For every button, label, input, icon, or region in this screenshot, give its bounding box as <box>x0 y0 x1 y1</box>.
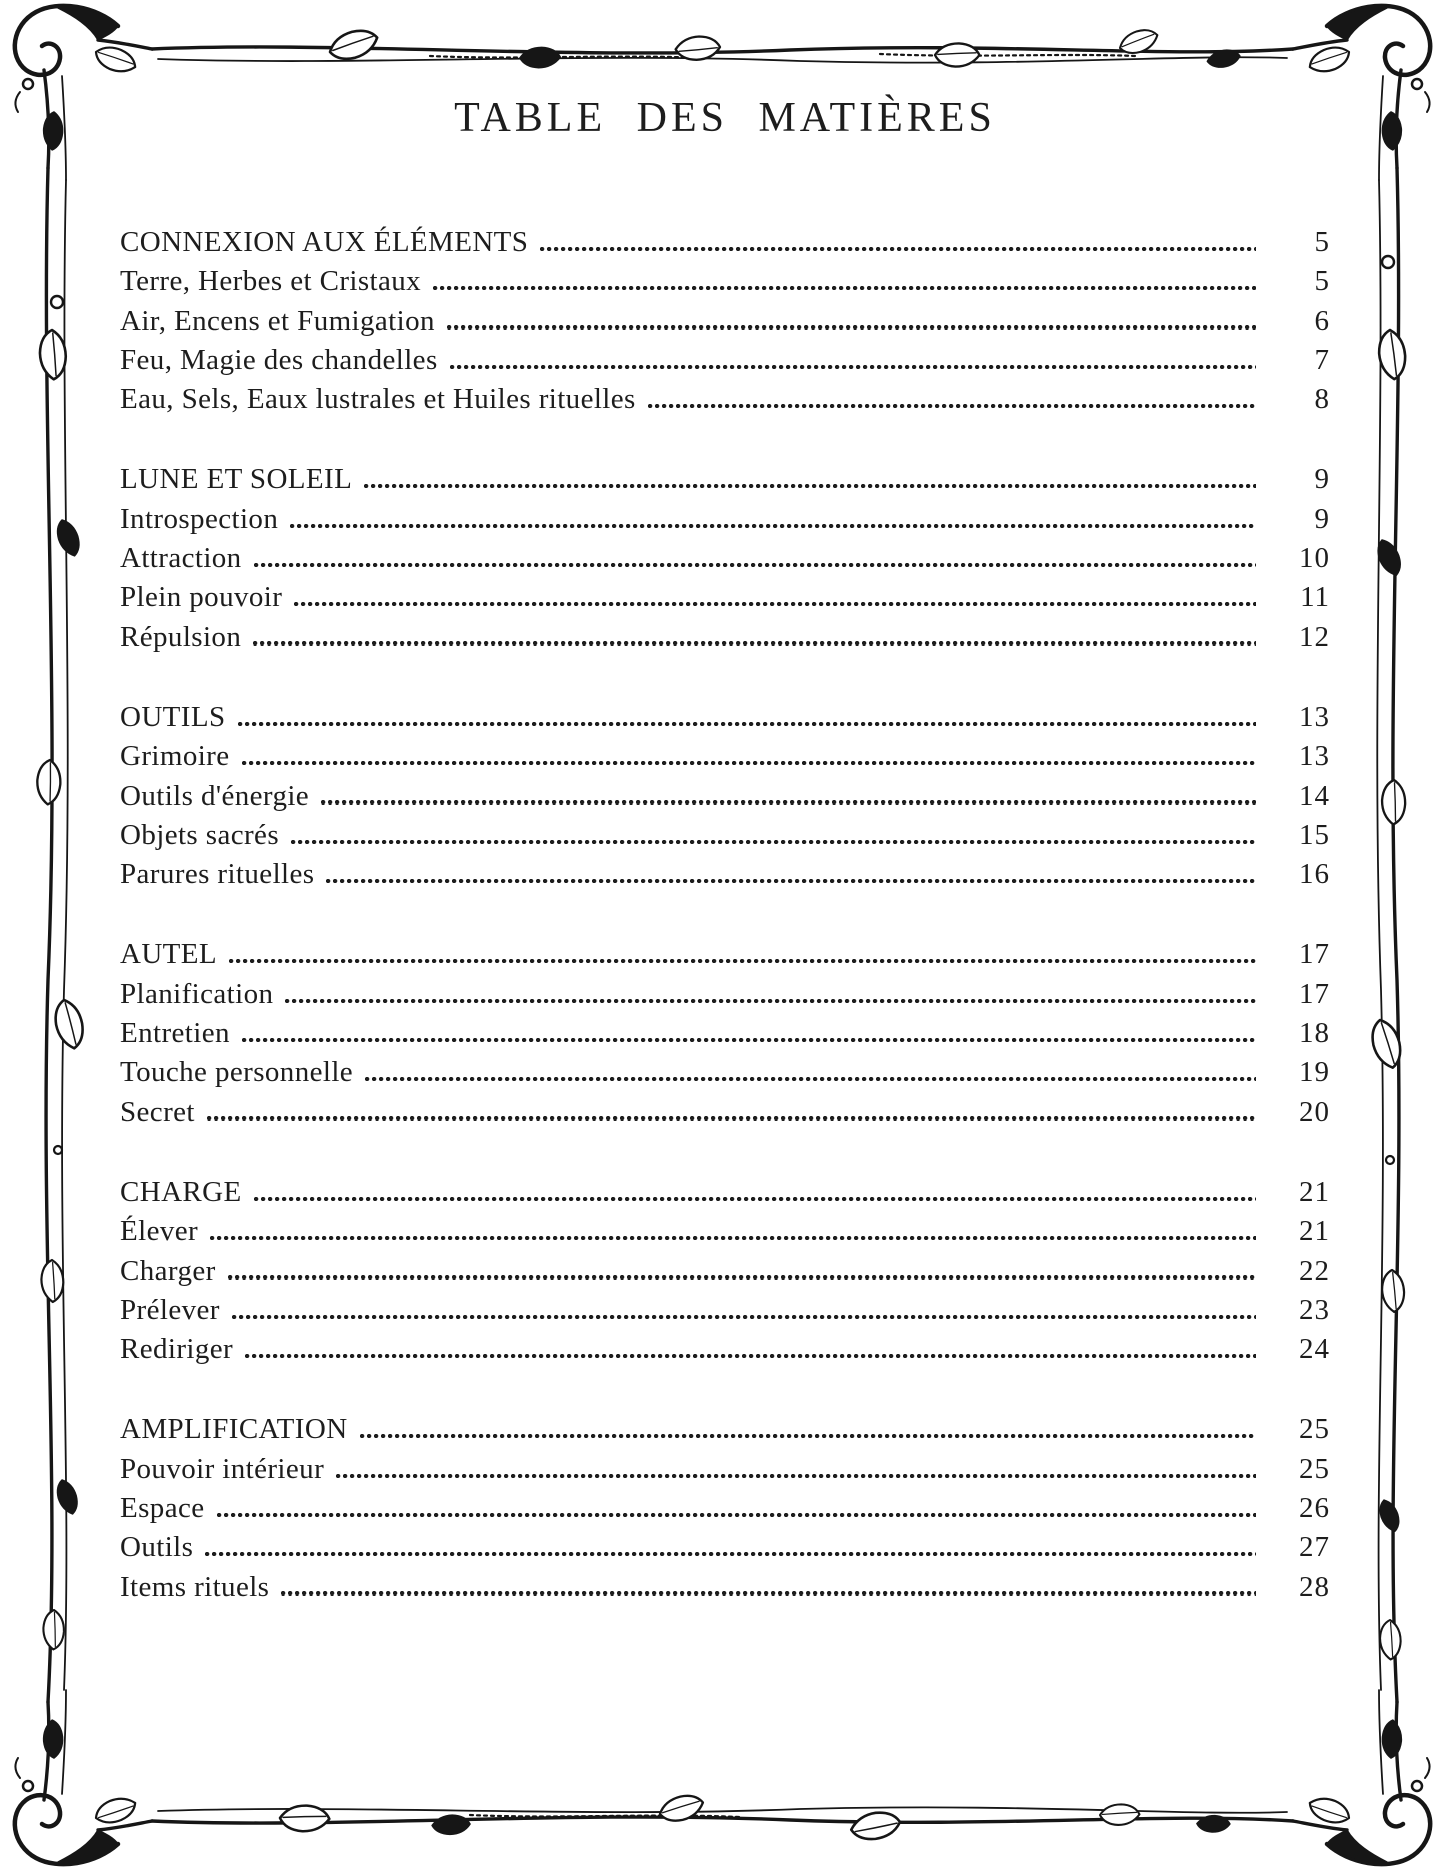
dotted-leader <box>253 641 1256 645</box>
toc <box>120 223 1330 1607</box>
toc-section-header <box>120 460 1330 499</box>
toc-section <box>120 223 1330 419</box>
toc-label: Pouvoir intérieur <box>120 1452 325 1485</box>
toc-section <box>120 1173 1330 1369</box>
toc-entry <box>120 855 1330 894</box>
toc-page-number: 19 <box>1299 1056 1330 1089</box>
toc-page-number: 16 <box>1299 858 1330 891</box>
toc-page-number: 5 <box>1314 226 1330 258</box>
dotted-leader <box>205 1552 1256 1556</box>
toc-entry <box>120 1014 1330 1053</box>
toc-page-number: 21 <box>1299 1215 1330 1248</box>
dotted-leader <box>242 761 1256 765</box>
toc-page-number: 10 <box>1299 542 1330 575</box>
toc-entry <box>120 737 1330 776</box>
dotted-leader <box>326 879 1256 883</box>
toc-label: Terre, Herbes et Cristaux <box>120 265 422 298</box>
toc-label: Charger <box>120 1254 216 1287</box>
dotted-leader <box>291 840 1256 844</box>
toc-label: Objets sacrés <box>120 818 280 851</box>
dotted-leader <box>294 602 1256 606</box>
toc-entry <box>120 1291 1330 1330</box>
dotted-leader <box>229 959 1256 963</box>
dotted-leader <box>254 1197 1256 1201</box>
toc-label: Eau, Sels, Eaux lustrales et Huiles rituelles <box>120 383 636 416</box>
toc-label: Plein pouvoir <box>120 581 283 614</box>
toc-section <box>120 1410 1330 1606</box>
toc-label: Espace <box>120 1492 205 1525</box>
dotted-leader <box>232 1315 1256 1319</box>
toc-entry <box>120 1568 1330 1607</box>
toc-label: Outils <box>120 1531 194 1564</box>
toc-page-number: 9 <box>1314 463 1330 496</box>
dotted-leader <box>290 524 1256 528</box>
toc-label: Entretien <box>120 1017 230 1050</box>
toc-entry <box>120 1252 1330 1291</box>
toc-page-number: 20 <box>1299 1095 1330 1128</box>
toc-page-number: 27 <box>1299 1531 1330 1564</box>
toc-label: Rediriger <box>120 1333 234 1366</box>
toc-page-number: 15 <box>1299 818 1330 851</box>
toc-page-number: 6 <box>1314 304 1330 337</box>
toc-page-number: 28 <box>1299 1570 1330 1603</box>
toc-label: Répulsion <box>120 620 242 653</box>
dotted-leader <box>648 404 1256 408</box>
dotted-leader <box>321 800 1256 804</box>
toc-label: Prélever <box>120 1293 220 1326</box>
toc-page-number: 8 <box>1314 383 1330 416</box>
dotted-leader <box>254 563 1256 567</box>
toc-entry <box>120 1212 1330 1251</box>
toc-label: Outils d'énergie <box>120 779 310 812</box>
toc-entry <box>120 380 1330 419</box>
toc-label: LUNE ET SOLEIL <box>120 463 353 496</box>
dotted-leader <box>365 1077 1256 1081</box>
toc-page-number: 12 <box>1299 620 1330 653</box>
toc-entry <box>120 539 1330 578</box>
toc-entry <box>120 500 1330 539</box>
toc-page-number: 26 <box>1299 1492 1330 1525</box>
dotted-leader <box>336 1474 1256 1478</box>
toc-page-number: 11 <box>1300 581 1330 614</box>
dotted-leader <box>447 325 1256 329</box>
page-title: TABLE DES MATIÈRES <box>454 95 996 141</box>
toc-label: OUTILS <box>120 700 226 733</box>
toc-page-number: 17 <box>1299 977 1330 1010</box>
toc-label: Touche personnelle <box>120 1056 354 1089</box>
toc-section-header <box>120 698 1330 737</box>
toc-page-number: 13 <box>1299 700 1330 733</box>
toc-page-number: 7 <box>1314 343 1330 376</box>
toc-entry <box>120 578 1330 617</box>
toc-label: Planification <box>120 977 274 1010</box>
toc-page <box>120 0 1330 1607</box>
dotted-leader <box>210 1236 1256 1240</box>
toc-page-number: 5 <box>1314 265 1330 298</box>
toc-label: Items rituels <box>120 1570 270 1603</box>
toc-entry <box>120 1330 1330 1369</box>
toc-page-number: 23 <box>1299 1293 1330 1326</box>
toc-label: Introspection <box>120 502 279 535</box>
toc-page-number: 18 <box>1299 1017 1330 1050</box>
toc-section <box>120 460 1330 656</box>
toc-page-number: 14 <box>1299 779 1330 812</box>
dotted-leader <box>281 1591 1256 1595</box>
dotted-leader <box>217 1513 1256 1517</box>
dotted-leader <box>540 247 1256 251</box>
toc-entry <box>120 1489 1330 1528</box>
toc-page-number: 25 <box>1299 1452 1330 1485</box>
toc-entry <box>120 1093 1330 1132</box>
toc-label: Feu, Magie des chandelles <box>120 343 438 376</box>
toc-page-number: 17 <box>1299 938 1330 971</box>
dotted-leader <box>364 484 1256 488</box>
dotted-leader <box>228 1275 1256 1279</box>
toc-section-header <box>120 935 1330 974</box>
toc-label: AMPLIFICATION <box>120 1413 348 1446</box>
toc-label: Secret <box>120 1095 195 1128</box>
toc-label: Élever <box>120 1215 199 1248</box>
dotted-leader <box>242 1038 1256 1042</box>
toc-page-number: 9 <box>1314 502 1330 535</box>
toc-section-header <box>120 1173 1330 1212</box>
toc-label: Grimoire <box>120 740 230 773</box>
toc-label: CONNEXION AUX ÉLÉMENTS <box>120 226 529 258</box>
toc-entry <box>120 1450 1330 1489</box>
toc-section-header <box>120 223 1330 262</box>
toc-entry <box>120 618 1330 657</box>
toc-entry <box>120 777 1330 816</box>
toc-section <box>120 935 1330 1131</box>
toc-page-number: 13 <box>1299 740 1330 773</box>
toc-page-number: 22 <box>1299 1254 1330 1287</box>
toc-page-number: 24 <box>1299 1333 1330 1366</box>
dotted-leader <box>245 1354 1256 1358</box>
toc-entry <box>120 816 1330 855</box>
dotted-leader <box>238 722 1256 726</box>
toc-label: CHARGE <box>120 1175 242 1208</box>
toc-section <box>120 698 1330 894</box>
toc-label: Air, Encens et Fumigation <box>120 304 435 337</box>
toc-entry <box>120 1528 1330 1567</box>
toc-entry <box>120 341 1330 380</box>
dotted-leader <box>450 365 1256 369</box>
toc-entry <box>120 262 1330 301</box>
dotted-leader <box>360 1434 1256 1438</box>
dotted-leader <box>207 1116 1256 1120</box>
toc-section-header <box>120 1410 1330 1449</box>
dotted-leader <box>433 286 1256 290</box>
toc-label: Attraction <box>120 542 242 575</box>
toc-page-number: 25 <box>1299 1413 1330 1446</box>
toc-label: AUTEL <box>120 938 218 971</box>
toc-page-number: 21 <box>1299 1175 1330 1208</box>
toc-entry <box>120 1053 1330 1092</box>
toc-entry <box>120 302 1330 341</box>
dotted-leader <box>285 999 1256 1003</box>
toc-label: Parures rituelles <box>120 858 315 891</box>
toc-entry <box>120 975 1330 1014</box>
